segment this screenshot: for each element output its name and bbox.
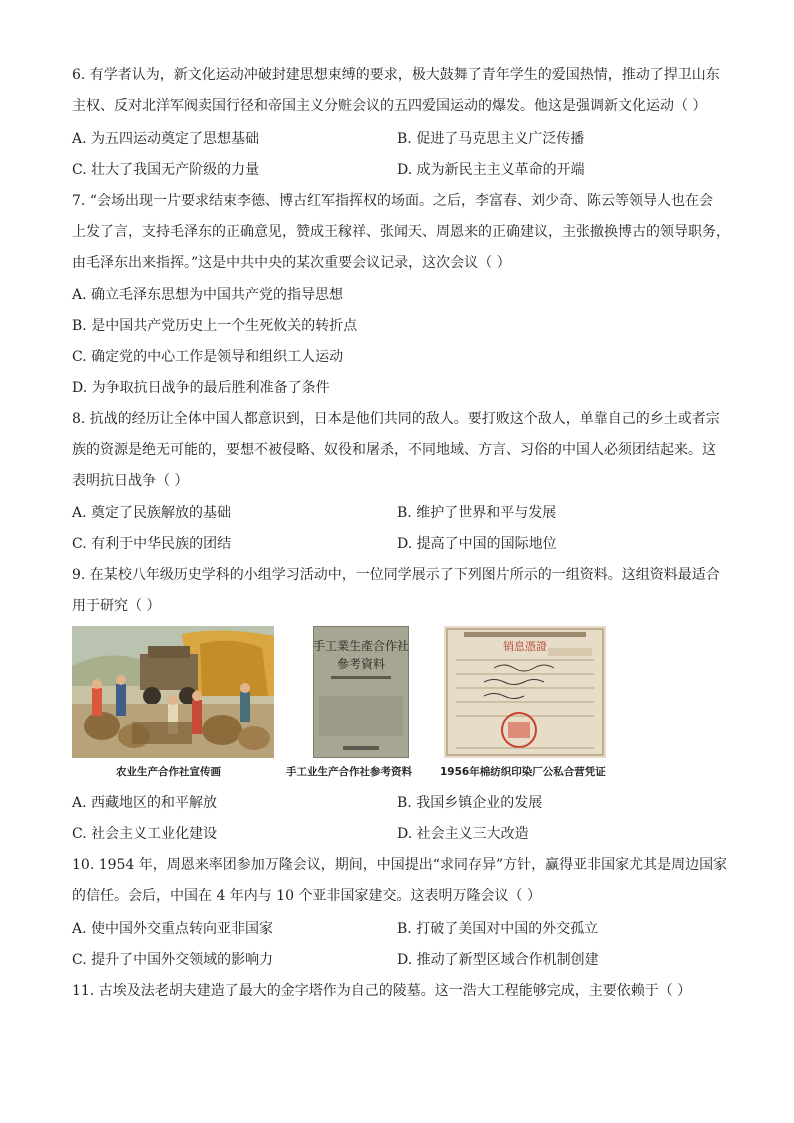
option-c[interactable]: C. 社会主义工业化建设 bbox=[72, 826, 218, 842]
question-6-options bbox=[72, 124, 732, 186]
question-9-figures bbox=[72, 626, 632, 778]
question-7-line-1: 7. “会场出现一片要求结束李德、博古红军指挥权的场面。之后，李富春、刘少奇、陈云等领导人也在会 bbox=[72, 193, 713, 209]
question-10-options bbox=[72, 914, 732, 976]
question-9-line-2: 用于研究（ ） bbox=[72, 598, 161, 614]
figure-1-caption: 农业生产合作社宣传画 bbox=[116, 766, 221, 778]
option-c[interactable]: C. 提升了中国外交领域的影响力 bbox=[72, 952, 274, 968]
option-d[interactable]: D. 提高了中国的国际地位 bbox=[397, 536, 557, 552]
question-7-line-3: 由毛泽东出来指挥。”这是中共中央的某次重要会议记录，这次会议（ ） bbox=[72, 255, 511, 271]
question-10-line-2: 的信任。会后，中国在 4 年内与 10 个亚非国家建交。这表明万隆会议（ ） bbox=[72, 888, 541, 904]
question-7 bbox=[72, 186, 732, 279]
joint-operation-certificate-image bbox=[444, 626, 606, 758]
question-10-line-1: 10. 1954 年，周恩来率团参加万隆会议，期间，中国提出“求同存异”方针，赢得亚非国家尤其是周边国家 bbox=[72, 857, 728, 873]
option-a[interactable]: A. 为五四运动奠定了思想基础 bbox=[72, 131, 260, 147]
figure-2-caption: 手工业生产合作社参考资料 bbox=[286, 766, 412, 778]
option-b[interactable]: B. 我国乡镇企业的发展 bbox=[397, 795, 543, 811]
figure-3-caption: 1956年棉纺织印染厂公私合营凭证 bbox=[440, 766, 606, 778]
question-6 bbox=[72, 60, 732, 122]
option-a[interactable]: A. 西藏地区的和平解放 bbox=[72, 795, 218, 811]
option-c[interactable]: C. 壮大了我国无产阶级的力量 bbox=[72, 162, 260, 178]
question-9 bbox=[72, 560, 732, 622]
option-b[interactable]: B. 维护了世界和平与发展 bbox=[397, 505, 557, 521]
question-10 bbox=[72, 850, 732, 912]
question-8-options bbox=[72, 498, 732, 560]
question-6-line-1: 6. 有学者认为，新文化运动冲破封建思想束缚的要求，极大鼓舞了青年学生的爱国热情，推动了捍卫山东 bbox=[72, 67, 720, 83]
option-c[interactable]: C. 有利于中华民族的团结 bbox=[72, 536, 232, 552]
handicraft-cooperative-book-cover-image bbox=[313, 626, 409, 758]
question-8-line-1: 8. 抗战的经历让全体中国人都意识到，日本是他们共同的敌人。要打败这个敌人，单靠自己的乡土或者宗 bbox=[72, 411, 720, 427]
option-b[interactable]: B. 是中国共产党历史上一个生死攸关的转折点 bbox=[72, 318, 358, 334]
question-8-line-2: 族的资源是绝无可能的，要想不被侵略、奴役和屠杀，不同地域、方言、习俗的中国人必须团结起来。这 bbox=[72, 442, 716, 458]
option-b[interactable]: B. 促进了马克思主义广泛传播 bbox=[397, 131, 585, 147]
question-7-options bbox=[72, 280, 732, 404]
cover-title-line-2: 參考資料 bbox=[336, 657, 386, 671]
option-d[interactable]: D. 成为新民主主义革命的开端 bbox=[397, 162, 585, 178]
question-11 bbox=[72, 976, 732, 1007]
option-c[interactable]: C. 确定党的中心工作是领导和组织工人运动 bbox=[72, 349, 344, 365]
question-7-line-2: 上发了言，支持毛泽东的正确意见，赞成王稼祥、张闻天、周恩来的正确建议，主张撤换博古的领导职务， bbox=[72, 224, 730, 240]
agriculture-cooperative-poster-image bbox=[72, 626, 274, 758]
question-8-line-3: 表明抗日战争（ ） bbox=[72, 473, 189, 489]
option-d[interactable]: D. 为争取抗日战争的最后胜利准备了条件 bbox=[72, 380, 330, 396]
cover-title-line-1: 手工業生產合作社 bbox=[313, 639, 409, 653]
option-a[interactable]: A. 奠定了民族解放的基础 bbox=[72, 505, 232, 521]
option-a[interactable]: A. 使中国外交重点转向亚非国家 bbox=[72, 921, 274, 937]
option-d[interactable]: D. 推动了新型区域合作机制创建 bbox=[397, 952, 599, 968]
question-9-options bbox=[72, 788, 732, 850]
question-11-line-1: 11. 古埃及法老胡夫建造了最大的金字塔作为自己的陵墓。这一浩大工程能够完成，主要依赖于（ ） bbox=[72, 983, 692, 999]
question-8 bbox=[72, 404, 732, 497]
question-6-line-2: 主权、反对北洋军阀卖国行径和帝国主义分赃会议的五四爱国运动的爆发。他这是强调新文化运动（ ） bbox=[72, 98, 707, 114]
certificate-title: 销息憑證 bbox=[503, 640, 547, 653]
option-d[interactable]: D. 社会主义三大改造 bbox=[397, 826, 529, 842]
option-a[interactable]: A. 确立毛泽东思想为中国共产党的指导思想 bbox=[72, 287, 344, 303]
question-9-line-1: 9. 在某校八年级历史学科的小组学习活动中，一位同学展示了下列图片所示的一组资料。这组资料最适合 bbox=[72, 567, 720, 583]
option-b[interactable]: B. 打破了美国对中国的外交孤立 bbox=[397, 921, 599, 937]
